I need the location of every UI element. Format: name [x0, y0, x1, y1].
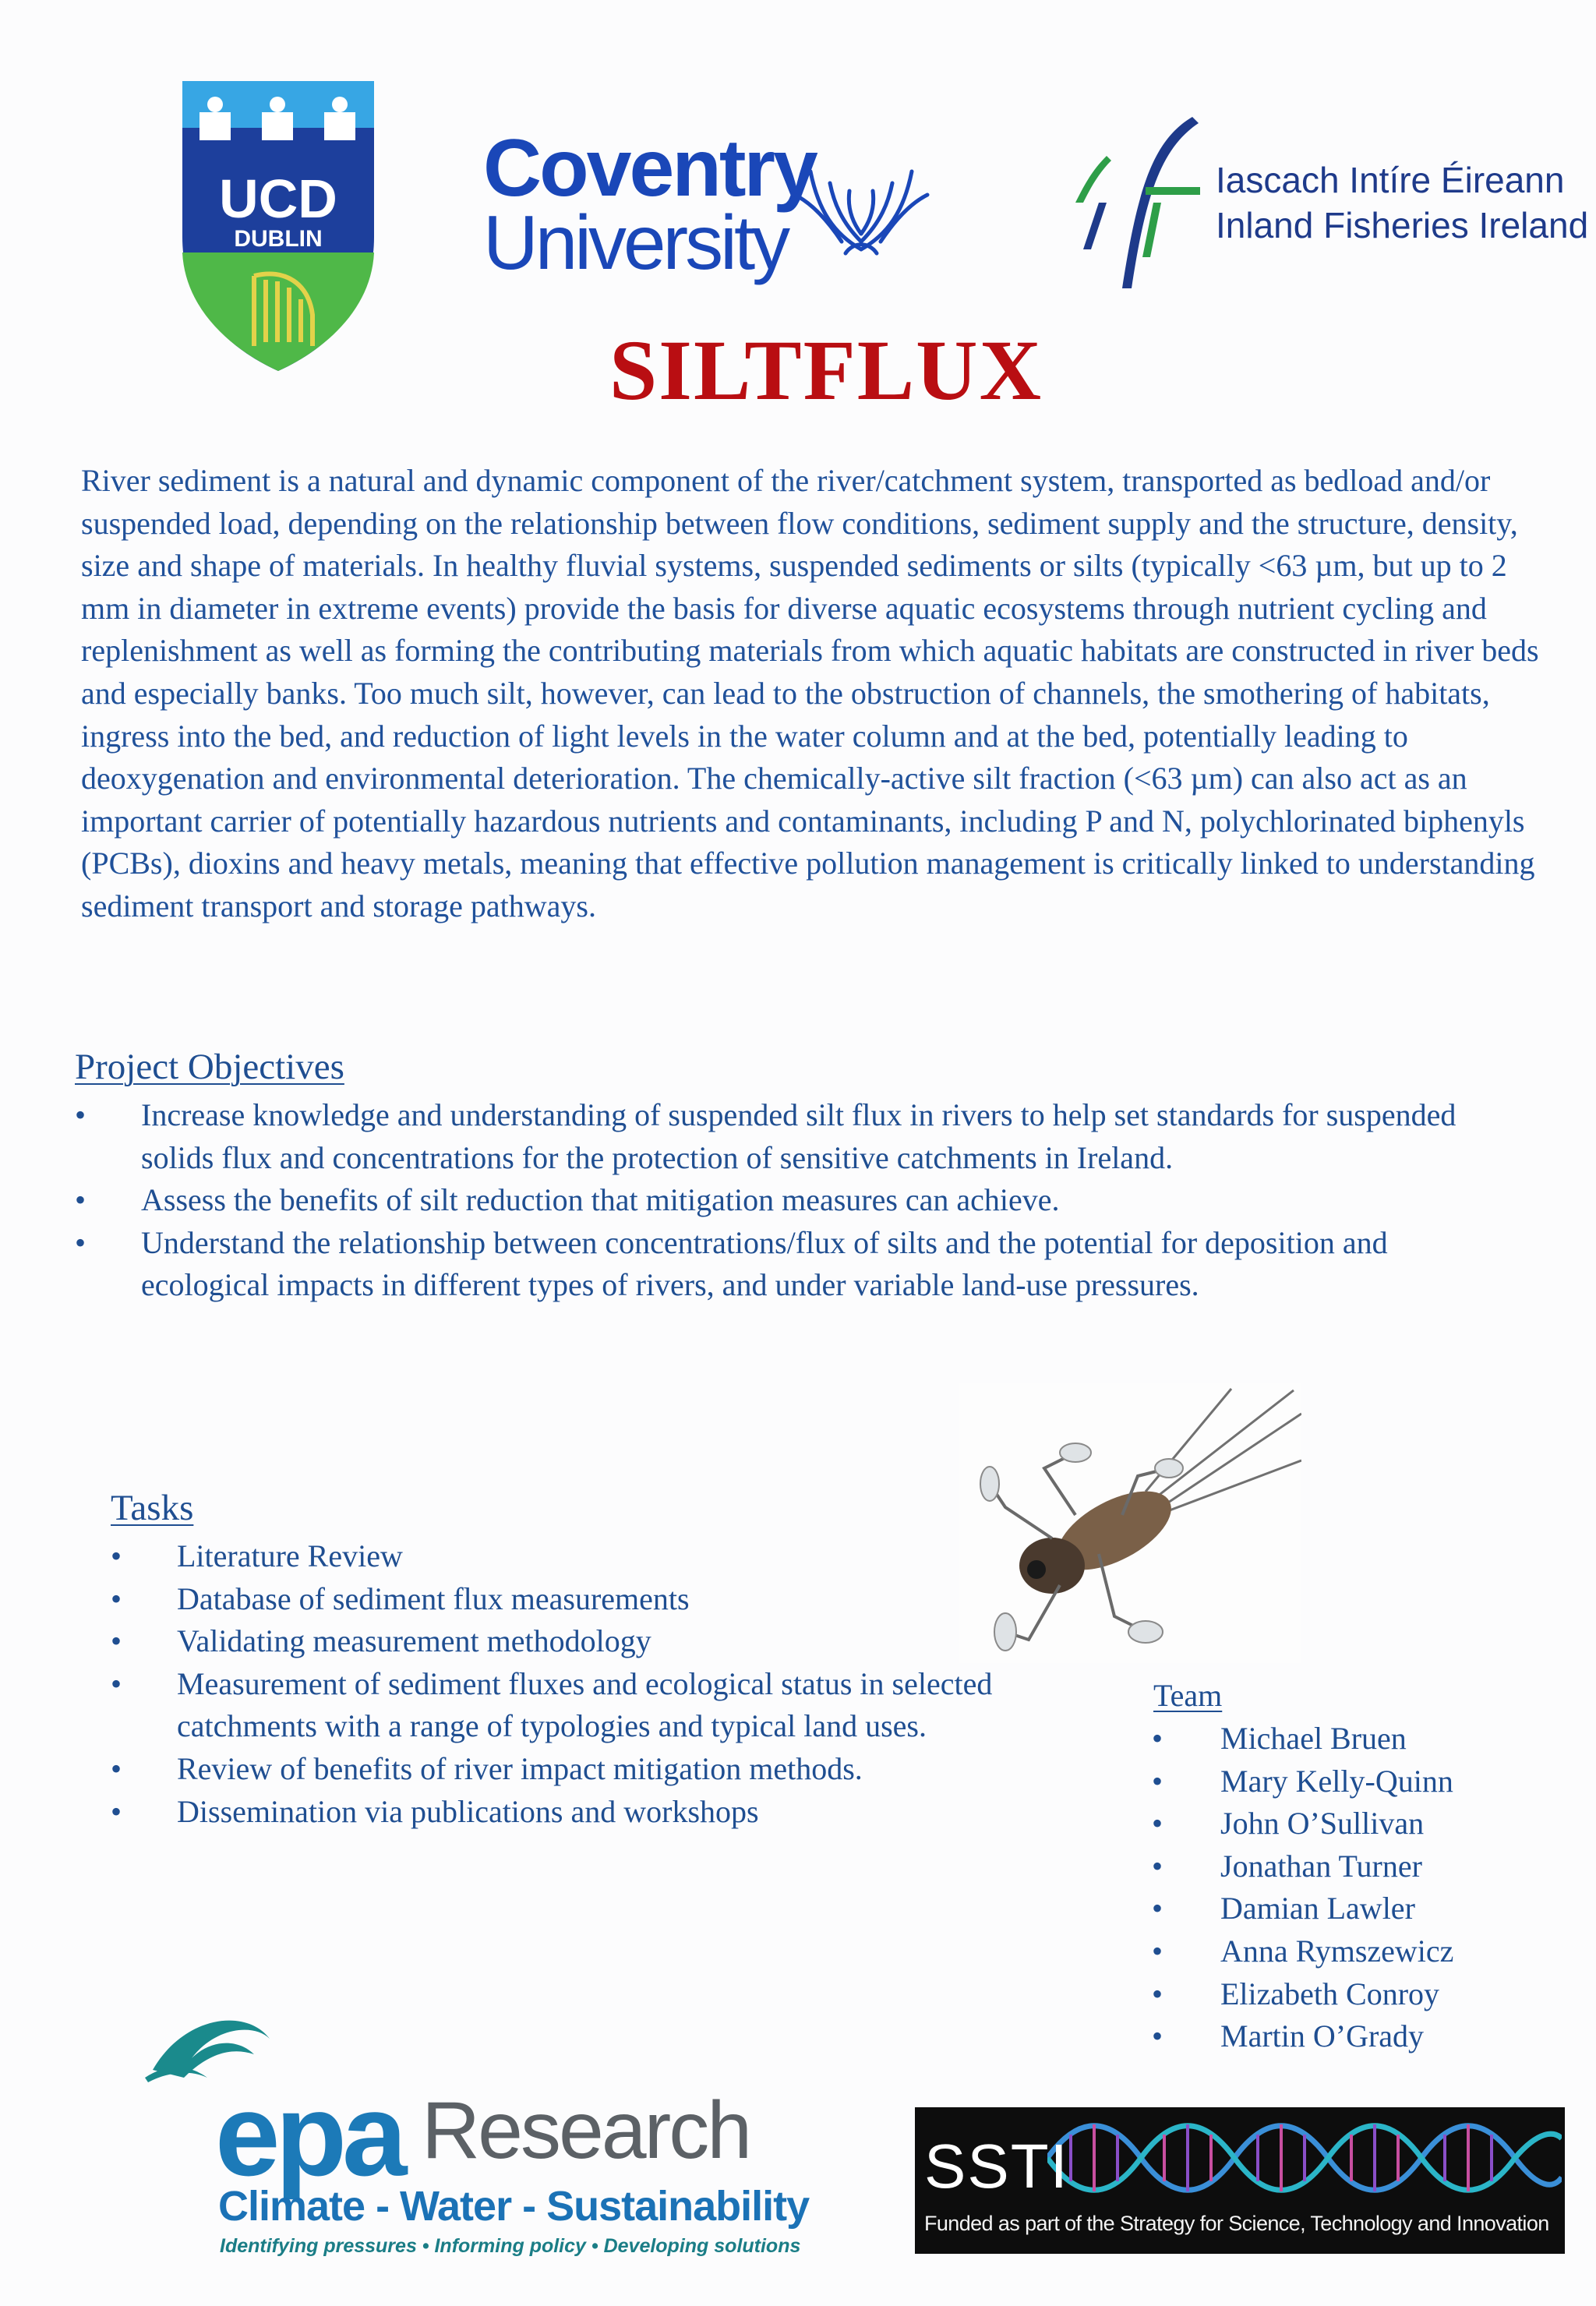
list-item	[111, 1663, 1007, 1748]
bullet-icon: •	[111, 1665, 122, 1701]
coventry-university-logo	[483, 117, 935, 296]
ssti-label: SSTI	[924, 2131, 1069, 2201]
list-item	[1152, 1845, 1557, 1888]
mayfly-nymph-image	[959, 1383, 1301, 1663]
ifi-emblem-icon	[1060, 109, 1208, 296]
list-item	[75, 1222, 1493, 1307]
ucd-logo-text: UCD	[219, 168, 337, 229]
team-member: Mary Kelly-Quinn	[1220, 1763, 1453, 1799]
ucd-logo-subtext: DUBLIN	[234, 226, 323, 252]
dna-helix-icon	[1047, 2115, 1562, 2201]
bullet-icon: •	[111, 1580, 122, 1616]
task-text: Literature Review	[177, 1538, 403, 1573]
objective-text: Understand the relationship between concentrations/flux of silts and the potential for deposition and ecological impacts in different types of rivers, and under variable land-use pressures.	[141, 1224, 1388, 1303]
bullet-icon: •	[75, 1182, 87, 1218]
bullet-icon: •	[1152, 1763, 1163, 1799]
list-item	[75, 1179, 1493, 1222]
epa-logo-word: epa	[215, 2069, 403, 2200]
team-list	[1152, 1718, 1557, 2058]
bullet-icon: •	[111, 1623, 122, 1659]
bullet-icon: •	[75, 1224, 87, 1260]
list-item	[1152, 2015, 1557, 2058]
objectives-heading: Project Objectives	[75, 1047, 344, 1087]
bullet-icon: •	[1152, 1721, 1163, 1756]
team-member: John O’Sullivan	[1220, 1806, 1425, 1842]
list-item	[1152, 1718, 1557, 1760]
task-text: Validating measurement methodology	[177, 1623, 651, 1659]
list-item	[111, 1620, 1007, 1663]
coventry-logo-line2: University	[483, 200, 788, 285]
list-item	[111, 1578, 1007, 1621]
team-heading: Team	[1153, 1678, 1223, 1713]
ssti-funding-note: Funded as part of the Strategy for Science, Technology and Innovation	[924, 2212, 1549, 2235]
inland-fisheries-ireland-logo	[1060, 109, 1589, 296]
bullet-icon: •	[75, 1097, 87, 1132]
objectives-list	[75, 1094, 1493, 1307]
intro-paragraph: River sediment is a natural and dynamic component of the river/catchment system, transported as bedload and/or suspended load, depending on the relationship between flow conditions, sediment supply and the structure, density, size and shape of materials. In healthy fluvial systems, suspended sediments or silts (typically <63 µm, but up to 2 mm in diameter in extreme events) provide the basis for diverse aquatic ecosystems through nutrient cycling and replenishment as well as forming the contributing materials from which aquatic habitats are constructed in river beds and especially banks. Too much silt, however, can lead to the obstruction of channels, the smothering of habitats, ingress into the bed, and reduction of light levels in the water column and at the bed, potentially leading to deoxygenation and environmental deterioration. The chemically-active silt fraction (<63 µm) can also act as an important carrier of potentially hazardous nutrients and contaminants, including P and N, polychlorinated biphenyls (PCBs), dioxins and heavy metals, meaning that effective pollution management is critically linked to understanding sediment transport and storage pathways.	[81, 463, 1539, 923]
bullet-icon: •	[1152, 1976, 1163, 2011]
list-item	[1152, 1803, 1557, 1845]
epa-subtagline: Identifying pressures • Informing policy • Developing solutions	[220, 2235, 801, 2257]
list-item	[1152, 1760, 1557, 1803]
objective-text: Increase knowledge and understanding of suspended silt flux in rivers to help set standards for suspended solids flux and concentrations for the protection of sensitive catchments in Ireland.	[141, 1097, 1457, 1175]
epa-research-logo	[137, 1992, 810, 2265]
bullet-icon: •	[1152, 1848, 1163, 1884]
ifi-english-name: Inland Fisheries Ireland	[1216, 205, 1589, 245]
epa-logo-research: Research	[422, 2085, 750, 2176]
task-text: Measurement of sediment fluxes and ecological status in selected catchments with a range of typologies and typical land uses.	[177, 1665, 993, 1744]
epa-tagline: Climate - Water - Sustainability	[218, 2183, 810, 2230]
phoenix-icon	[787, 148, 935, 265]
team-member: Martin O’Grady	[1220, 2018, 1425, 2054]
list-item	[111, 1791, 1007, 1834]
poster-title: SILTFLUX	[609, 323, 1043, 418]
list-item	[111, 1535, 1007, 1578]
ssti-banner	[915, 2107, 1565, 2254]
list-item	[1152, 1930, 1557, 1973]
task-text: Review of benefits of river impact mitigation methods.	[177, 1750, 863, 1786]
bullet-icon: •	[1152, 1933, 1163, 1969]
team-member: Elizabeth Conroy	[1220, 1976, 1440, 2011]
bullet-icon: •	[111, 1750, 122, 1786]
objective-text: Assess the benefits of silt reduction that mitigation measures can achieve.	[141, 1182, 1060, 1218]
task-text: Dissemination via publications and workshops	[177, 1793, 759, 1829]
list-item	[1152, 1973, 1557, 2016]
bullet-icon: •	[111, 1793, 122, 1829]
bullet-icon: •	[1152, 1891, 1163, 1926]
bullet-icon: •	[1152, 2018, 1163, 2054]
team-member: Michael Bruen	[1220, 1721, 1407, 1756]
coventry-logo-line1: Coventry	[483, 123, 816, 214]
ifi-irish-name: Iascach Intíre Éireann	[1216, 160, 1565, 200]
tasks-heading: Tasks	[111, 1488, 194, 1528]
task-text: Database of sediment flux measurements	[177, 1580, 690, 1616]
list-item	[111, 1748, 1007, 1791]
list-item	[1152, 1888, 1557, 1930]
list-item	[75, 1094, 1493, 1179]
team-member: Damian Lawler	[1220, 1891, 1415, 1926]
tasks-list	[111, 1535, 1007, 1833]
bullet-icon: •	[1152, 1806, 1163, 1842]
team-member: Anna Rymszewicz	[1220, 1933, 1454, 1969]
bullet-icon: •	[111, 1538, 122, 1573]
team-member: Jonathan Turner	[1220, 1848, 1422, 1884]
